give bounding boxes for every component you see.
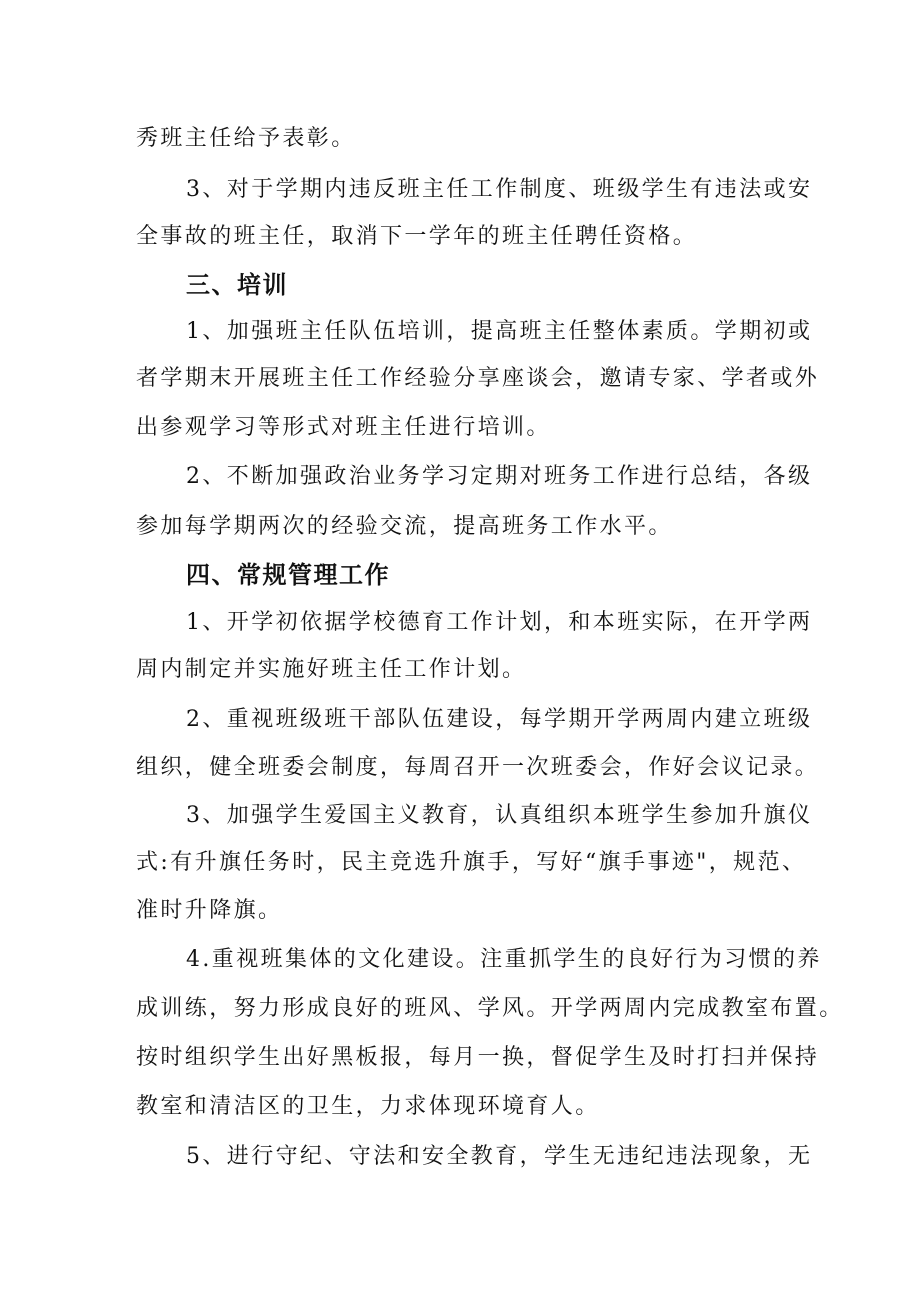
paragraph-line: 3、加强学生爱国主义教育，认真组织本班学生参加升旗仪 [186, 803, 813, 828]
paragraph-line: 2、不断加强政治业务学习定期对班务工作进行总结，各级 [186, 464, 813, 489]
paragraph-line: 全事故的班主任，取消下一学年的班主任聘任资格。 [136, 224, 698, 249]
paragraph-line: 组织，健全班委会制度，每周召开一次班委会，作好会议记录。 [136, 755, 820, 780]
paragraph-line: 参加每学期两次的经验交流，提高班务工作水平。 [136, 514, 673, 539]
paragraph-line: 准时升降旗。 [136, 898, 283, 923]
paragraph-line: 成训练，努力形成良好的班风、学风。开学两周内完成教室布置。 [136, 996, 844, 1021]
paragraph-line: 者学期末开展班主任工作经验分享座谈会，邀请专家、学者或外 [136, 366, 820, 391]
section-heading-routine-management: 四、常规管理工作 [186, 561, 390, 589]
paragraph-line: 1、开学初依据学校德育工作计划，和本班实际，在开学两 [186, 610, 813, 635]
paragraph-line: 出参观学习等形式对班主任进行培训。 [136, 415, 551, 440]
paragraph-line: 1、加强班主任队伍培训，提高班主任整体素质。学期初或 [186, 319, 813, 344]
paragraph-line: 3、对于学期内违反班主任工作制度、班级学生有违法或安 [186, 177, 813, 202]
paragraph-line: 周内制定并实施好班主任工作计划。 [136, 657, 527, 682]
paragraph-line: 式:有升旗任务时，民主竞选升旗手，写好“旗手事迹"，规范、 [136, 850, 807, 875]
paragraph-line: 5、进行守纪、守法和安全教育，学生无违纪违法现象，无 [186, 1144, 813, 1169]
paragraph-line: 教室和清洁区的卫生，力求体现环境育人。 [136, 1094, 600, 1119]
paragraph-line: 按时组织学生出好黑板报，每月一换，督促学生及时打扫并保持 [136, 1045, 820, 1070]
section-heading-training: 三、培训 [186, 271, 288, 299]
paragraph-line: 秀班主任给予表彰。 [136, 126, 356, 151]
paragraph-line: 4.重视班集体的文化建设。注重抓学生的良好行为习惯的养 [186, 947, 822, 972]
paragraph-line: 2、重视班级班干部队伍建设，每学期开学两周内建立班级 [186, 707, 813, 732]
